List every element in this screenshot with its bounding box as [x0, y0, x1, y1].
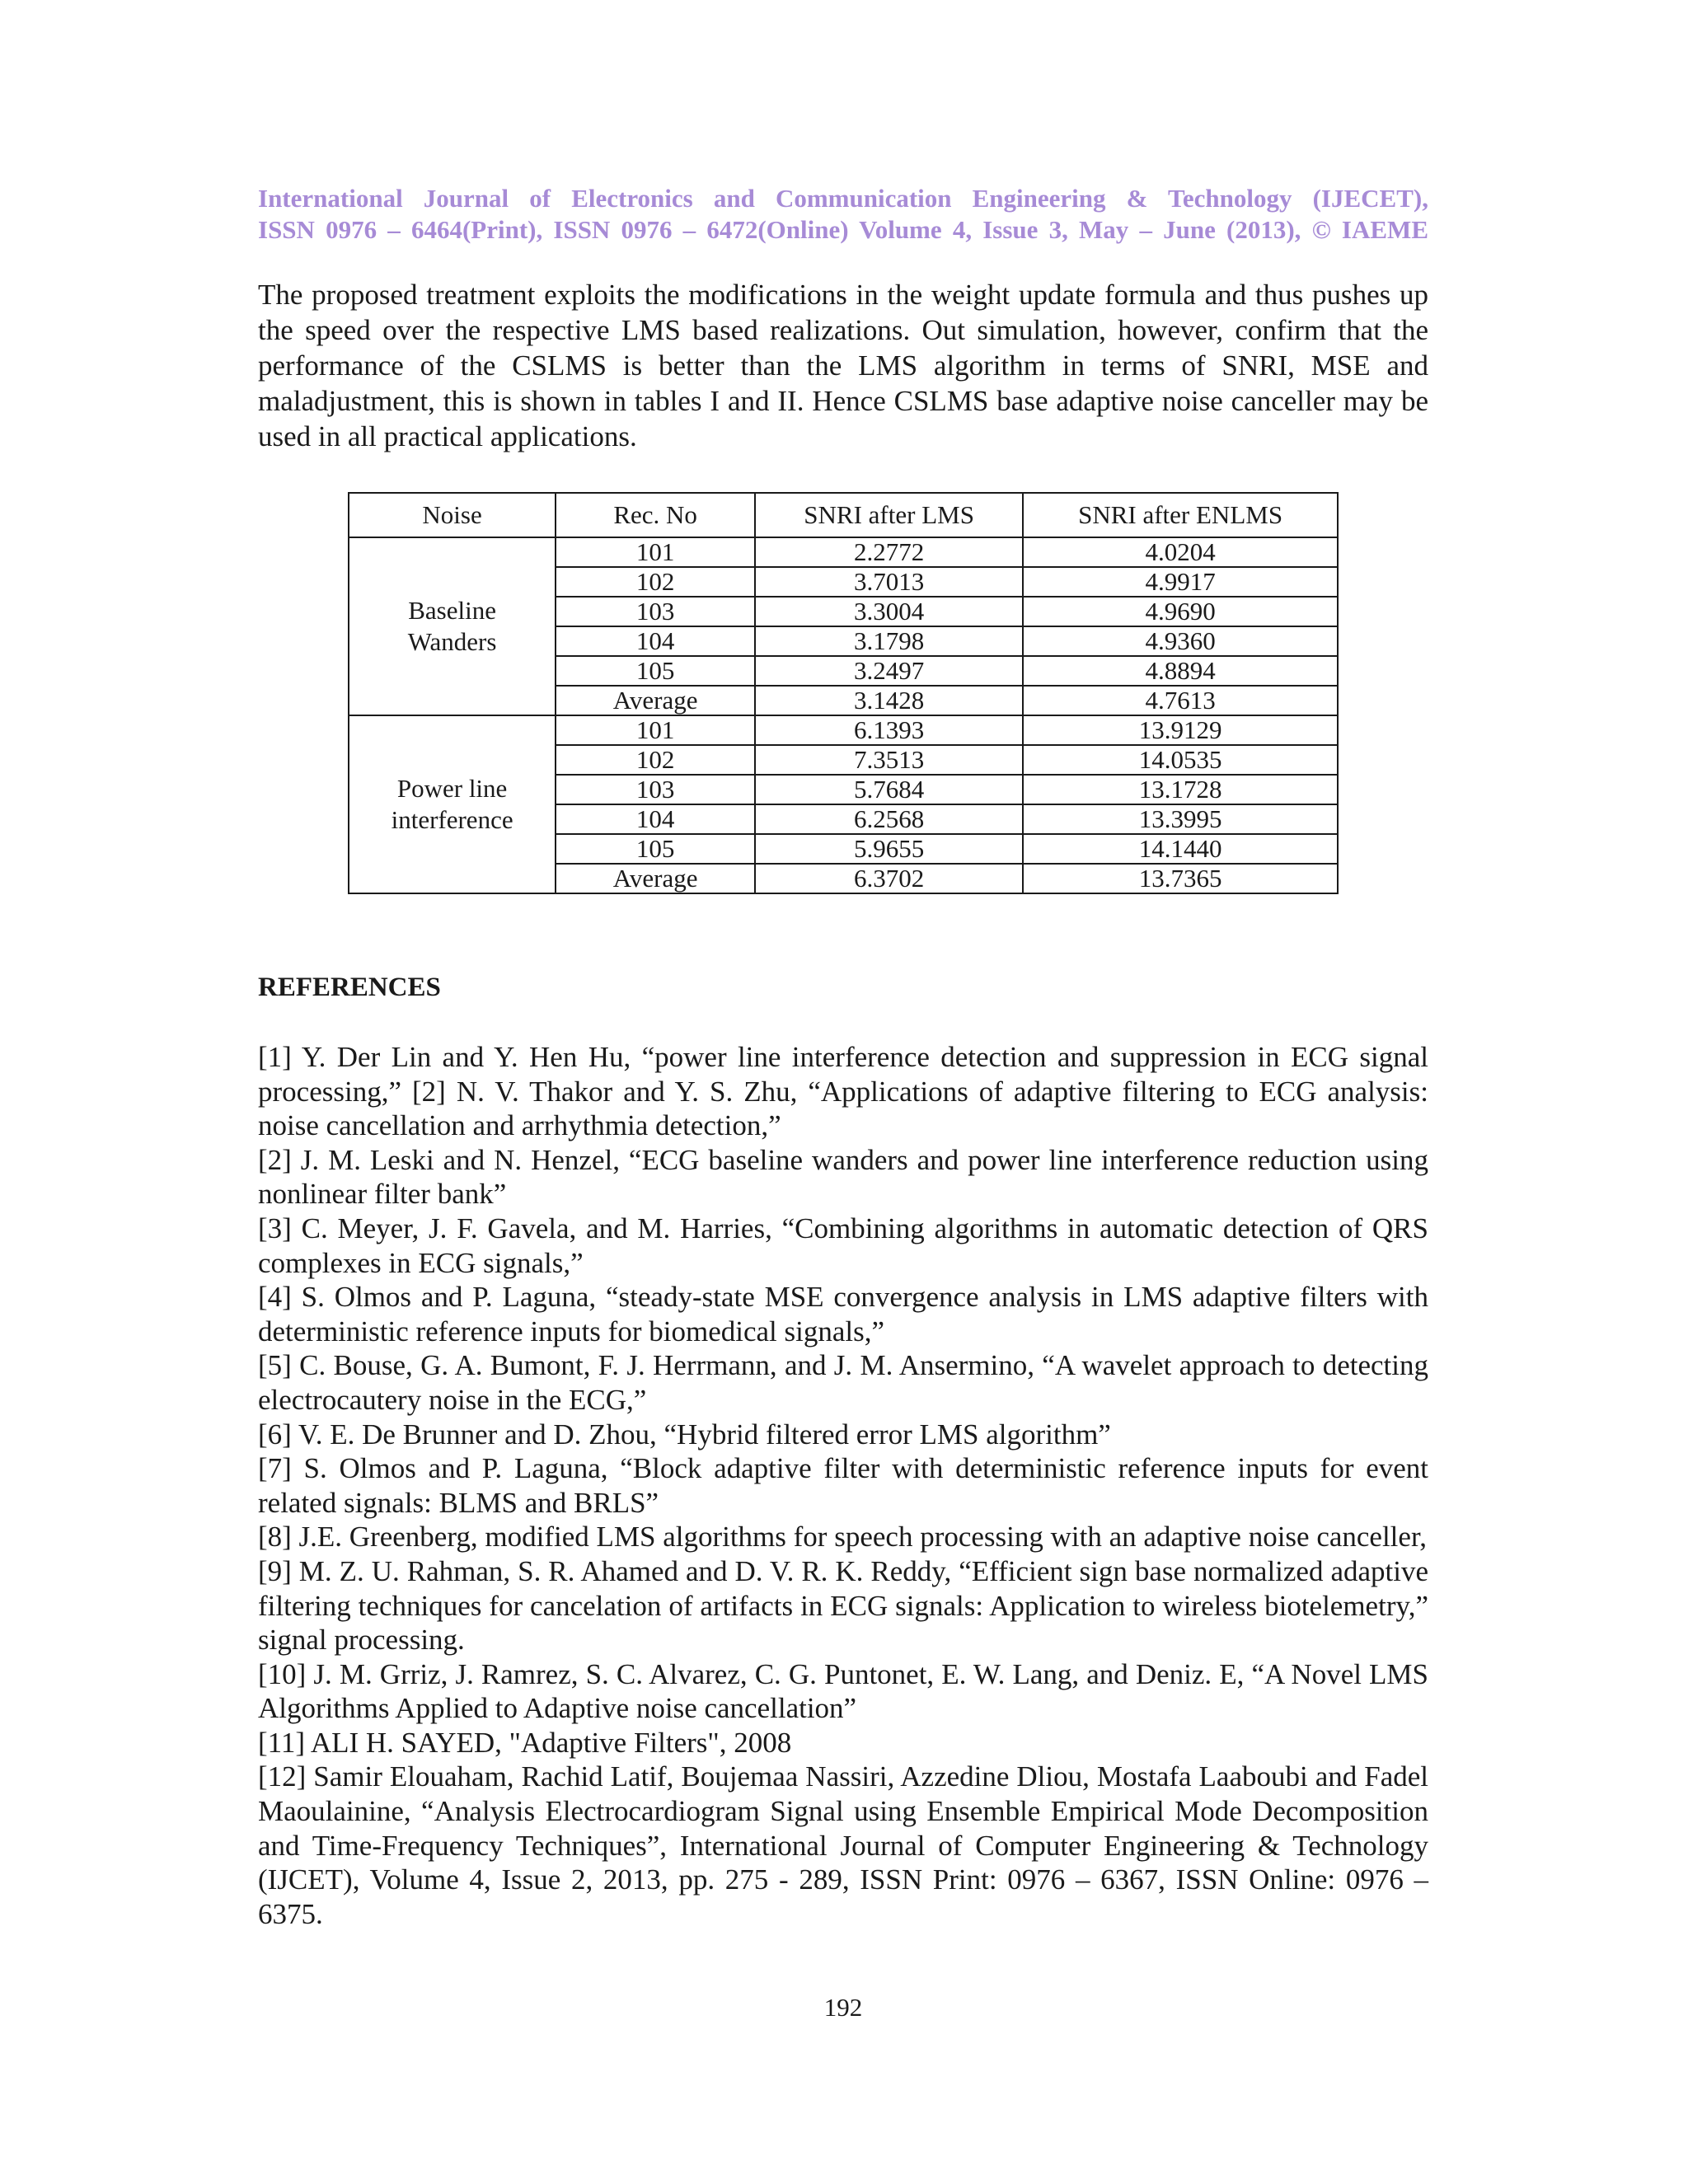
snri-enlms-cell: 4.9360	[1023, 626, 1338, 656]
journal-header	[258, 183, 1428, 246]
noise-label-line-2: Wanders	[407, 627, 497, 656]
header-snri-lms: SNRI after LMS	[755, 493, 1023, 537]
rec-no-cell: 101	[556, 537, 755, 567]
table-row	[349, 537, 1338, 567]
snri-enlms-cell: 14.1440	[1023, 834, 1338, 864]
rec-no-cell: 102	[556, 567, 755, 597]
snri-enlms-cell: 4.0204	[1023, 537, 1338, 567]
snri-lms-cell: 3.3004	[755, 597, 1023, 626]
reference-item: [10] J. M. Grriz, J. Ramrez, S. C. Alvarez, C. G. Puntonet, E. W. Lang, and Deniz. E, “A Novel LMS Algorithms Applied to Adaptive noise cancellation”	[258, 1657, 1428, 1725]
noise-label-line-1: Baseline	[408, 596, 496, 625]
snri-enlms-cell: 13.1728	[1023, 775, 1338, 804]
table-row	[349, 715, 1338, 745]
rec-no-cell: 101	[556, 715, 755, 745]
snri-lms-cell: 3.1428	[755, 686, 1023, 715]
rec-no-cell: 104	[556, 804, 755, 834]
reference-item: [3] C. Meyer, J. F. Gavela, and M. Harries, “Combining algorithms in automatic detection of QRS complexes in ECG signals,”	[258, 1212, 1428, 1279]
snri-enlms-cell: 13.3995	[1023, 804, 1338, 834]
snri-lms-cell: 3.1798	[755, 626, 1023, 656]
snri-enlms-cell: 4.9917	[1023, 567, 1338, 597]
references-heading: REFERENCES	[258, 972, 441, 1002]
rec-no-cell: 102	[556, 745, 755, 775]
journal-header-line-2: ISSN 0976 – 6464(Print), ISSN 0976 – 6472(Online) Volume 4, Issue 3, May – June (2013), © IAEME	[258, 215, 1428, 244]
page-number: 192	[823, 1993, 863, 2022]
rec-no-cell: 103	[556, 597, 755, 626]
reference-item: [9] M. Z. U. Rahman, S. R. Ahamed and D. V. R. K. Reddy, “Efficient sign base normalized adaptive filtering techniques for cancelation of artifacts in ECG signals: Application to wireless biotelemetry,” signal processing.	[258, 1554, 1428, 1657]
snri-enlms-cell: 13.9129	[1023, 715, 1338, 745]
intro-text: The proposed treatment exploits the modifications in the weight update formula and thus pushes up the speed over the respective LMS based realizations. Out simulation, however, confirm that the performance of the CSLMS is better than the LMS algorithm in terms of SNRI, MSE and maladjustment, this is shown in tables I and II. Hence CSLMS base adaptive noise canceller may be used in all practical applications.	[258, 279, 1428, 452]
snri-enlms-cell: 4.7613	[1023, 686, 1338, 715]
noise-group-baseline	[349, 537, 556, 715]
rec-no-cell: 105	[556, 834, 755, 864]
rec-no-cell: 105	[556, 656, 755, 686]
snri-enlms-cell: 4.9690	[1023, 597, 1338, 626]
noise-label-line-1: Power line	[396, 774, 508, 803]
snri-lms-cell: 5.9655	[755, 834, 1023, 864]
journal-header-line-1: International Journal of Electronics and Communication Engineering & Technology (IJECET),	[258, 184, 1428, 213]
reference-item: [2] J. M. Leski and N. Henzel, “ECG baseline wanders and power line interference reduction using nonlinear filter bank”	[258, 1143, 1428, 1211]
reference-item: [7] S. Olmos and P. Laguna, “Block adaptive filter with deterministic reference inputs for event related signals: BLMS and BRLS”	[258, 1452, 1428, 1519]
snri-lms-cell: 6.2568	[755, 804, 1023, 834]
snri-results-table	[348, 492, 1339, 894]
header-rec-no: Rec. No	[556, 493, 755, 537]
snri-lms-cell: 3.2497	[755, 656, 1023, 686]
reference-item: [1] Y. Der Lin and Y. Hen Hu, “power line interference detection and suppression in ECG signal processing,” [2] N. V. Thakor and Y. S. Zhu, “Applications of adaptive filtering to ECG analysis: noise cancellation and arrhythmia detection,”	[258, 1041, 1428, 1142]
table-header-row	[349, 493, 1338, 537]
reference-item: [6] V. E. De Brunner and D. Zhou, “Hybrid filtered error LMS algorithm”	[258, 1418, 1111, 1451]
snri-enlms-cell: 13.7365	[1023, 864, 1338, 893]
snri-lms-cell: 6.1393	[755, 715, 1023, 745]
reference-item: [8] J.E. Greenberg, modified LMS algorithms for speech processing with an adaptive noise canceller,	[258, 1521, 1427, 1554]
reference-item: [5] C. Bouse, G. A. Bumont, F. J. Herrmann, and J. M. Ansermino, “A wavelet approach to detecting electrocautery noise in the ECG,”	[258, 1349, 1428, 1416]
noise-group-power-line	[349, 715, 556, 893]
rec-no-cell: 103	[556, 775, 755, 804]
header-snri-enlms: SNRI after ENLMS	[1023, 493, 1338, 537]
snri-lms-cell: 3.7013	[755, 567, 1023, 597]
rec-no-cell: 104	[556, 626, 755, 656]
snri-lms-cell: 5.7684	[755, 775, 1023, 804]
reference-item: [11] ALI H. SAYED, "Adaptive Filters", 2008	[258, 1726, 792, 1759]
rec-no-cell: Average	[556, 864, 755, 893]
header-noise: Noise	[349, 493, 556, 537]
snri-enlms-cell: 4.8894	[1023, 656, 1338, 686]
snri-lms-cell: 7.3513	[755, 745, 1023, 775]
rec-no-cell: Average	[556, 686, 755, 715]
intro-paragraph	[258, 277, 1428, 454]
snri-enlms-cell: 14.0535	[1023, 745, 1338, 775]
noise-label-line-2: interference	[391, 805, 513, 834]
references-list	[258, 1040, 1428, 1931]
snri-lms-cell: 6.3702	[755, 864, 1023, 893]
snri-lms-cell: 2.2772	[755, 537, 1023, 567]
reference-item: [4] S. Olmos and P. Laguna, “steady-state MSE convergence analysis in LMS adaptive filters with deterministic reference inputs for biomedical signals,”	[258, 1281, 1428, 1347]
reference-item: [12] Samir Elouaham, Rachid Latif, Boujemaa Nassiri, Azzedine Dliou, Mostafa Laaboubi and Fadel Maoulainine, “Analysis Electrocardiogram Signal using Ensemble Empirical Mode Decomposition and Time-Frequency Techniques”, International Journal of Computer Engineering & Technology (IJCET), Volume 4, Issue 2, 2013, pp. 275 - 289, ISSN Print: 0976 – 6367, ISSN Online: 0976 – 6375.	[258, 1760, 1428, 1930]
